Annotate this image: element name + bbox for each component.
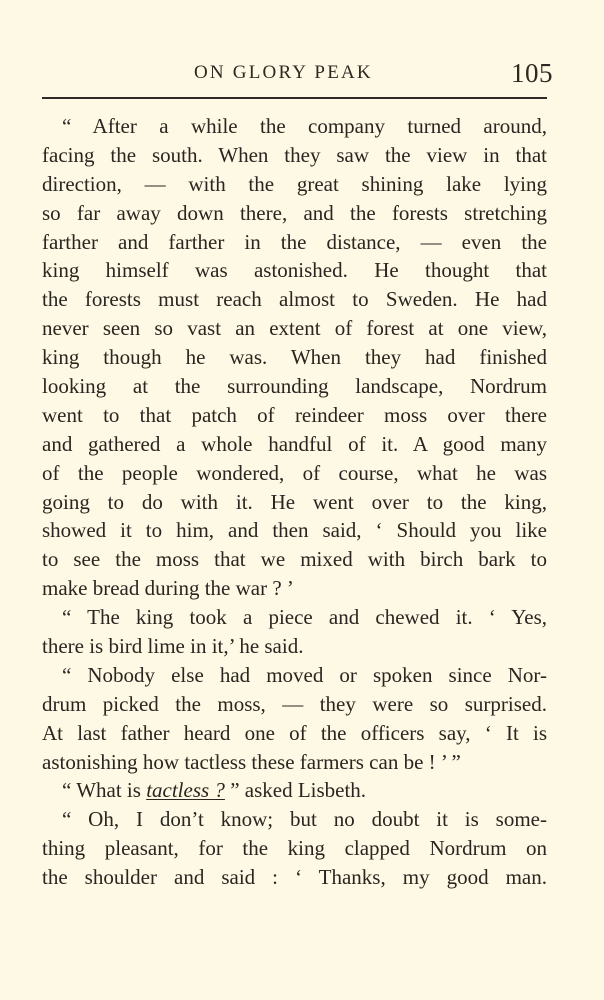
text-line: the shoulder and said : ‘ Thanks, my good man.: [42, 865, 547, 890]
text-line: there is bird lime in it,’ he said.: [42, 634, 304, 659]
text-line: make bread during the war ? ’: [42, 576, 294, 601]
text-line: and gathered a whole handful of it. A good many: [42, 431, 547, 456]
text-line: looking at the surrounding landscape, Nordrum: [42, 374, 547, 399]
text-line: going to do with it. He went over to the king,: [42, 489, 547, 514]
text-line: so far away down there, and the forests stretching: [42, 200, 547, 225]
text-line: never seen so vast an extent of forest at one view,: [42, 316, 547, 341]
text-line: showed it to him, and then said, ‘ Should you like: [42, 518, 547, 543]
text-line: king though he was. When they had finished: [42, 345, 547, 370]
italic-word: tactless ?: [146, 778, 225, 803]
text-line: astonishing how tactless these farmers can be ! ’ ”: [42, 749, 461, 774]
running-title: ON GLORY PEAK: [194, 62, 373, 83]
header-rule: [42, 97, 547, 99]
text-line: king himself was astonished. He thought that: [42, 258, 547, 283]
text-line: direction, — with the great shining lake lying: [42, 171, 547, 196]
text-fragment: ” asked Lisbeth.: [224, 778, 367, 803]
text-line: drum picked the moss, — they were so surprised.: [42, 691, 547, 716]
text-line: of the people wondered, of course, what he was: [42, 460, 547, 485]
text-fragment: “ What is: [62, 778, 147, 803]
text-line: At last father heard one of the officers say, ‘ It is: [42, 720, 547, 745]
text-line: farther and farther in the distance, — even the: [42, 229, 547, 254]
text-line: to see the moss that we mixed with birch bark to: [42, 547, 547, 572]
text-line: “ After a while the company turned around,: [62, 114, 547, 138]
text-line: went to that patch of reindeer moss over there: [42, 402, 547, 427]
text-line: “ Nobody else had moved or spoken since Nor-: [62, 662, 547, 687]
text-line: thing pleasant, for the king clapped Nordrum on: [42, 836, 547, 861]
text-line: the forests must reach almost to Sweden. He had: [42, 287, 547, 312]
body-text: [42, 112, 547, 892]
running-head: [0, 58, 604, 88]
text-line: [42, 776, 547, 805]
text-line: “ Oh, I don’t know; but no doubt it is some-: [62, 807, 547, 832]
text-line: facing the south. When they saw the view in that: [42, 142, 547, 167]
page-number: 105: [511, 58, 553, 88]
text-line: “ The king took a piece and chewed it. ‘ Yes,: [62, 605, 547, 630]
